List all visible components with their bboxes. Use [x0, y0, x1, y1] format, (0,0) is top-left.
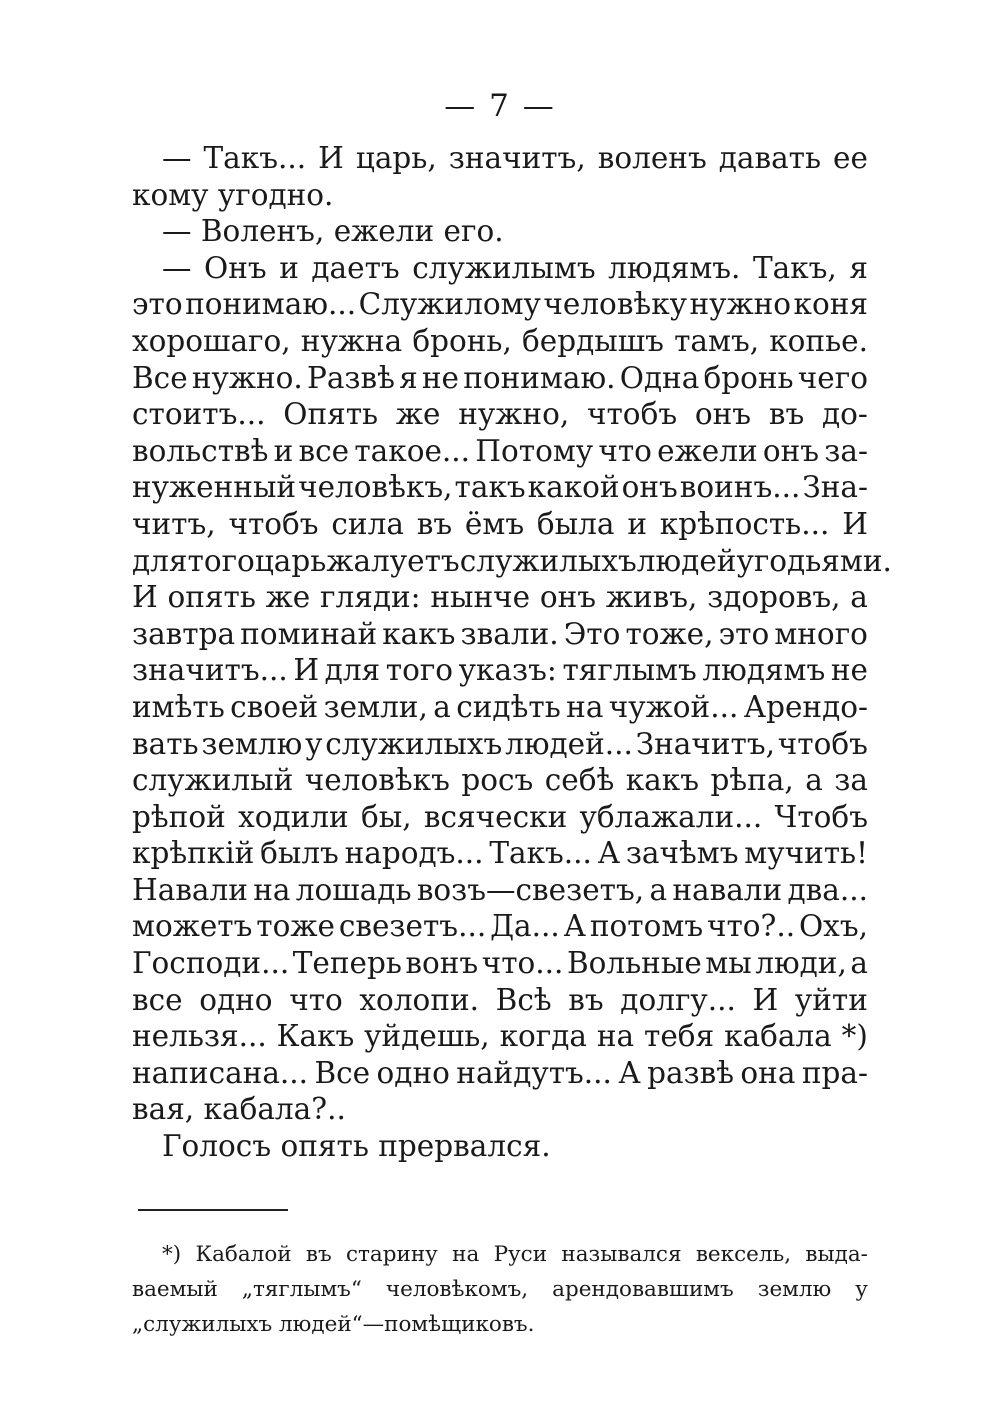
footnote — [132, 1237, 868, 1342]
word: кабала — [724, 1019, 832, 1054]
word: мы — [705, 946, 752, 981]
word: И — [842, 506, 868, 541]
word: два... — [787, 872, 868, 907]
text-line: вая, кабала?.. — [132, 1092, 346, 1127]
word: свезетъ... — [338, 909, 487, 944]
word: завтра — [132, 616, 236, 651]
word: старину — [345, 1242, 438, 1267]
word: значитъ... — [132, 653, 288, 688]
word: Одна — [619, 360, 700, 395]
word: а — [850, 946, 868, 981]
word: коня — [793, 287, 868, 322]
word: рѣпой — [132, 799, 226, 834]
word: нужно. — [191, 360, 303, 395]
word: бронь — [703, 360, 794, 395]
word: для — [324, 653, 381, 688]
word: а — [433, 689, 451, 724]
word: а — [850, 580, 868, 615]
word: какъ — [625, 763, 699, 798]
word: своей — [230, 689, 319, 724]
word: возъ—свезетъ, — [416, 872, 645, 907]
word: здоровъ, — [707, 580, 841, 615]
word: жалуетъ — [326, 543, 460, 578]
page-number: — 7 — — [444, 88, 556, 124]
word: чего — [797, 360, 868, 395]
word: это — [718, 616, 770, 651]
text-line — [132, 616, 868, 653]
word: чтобъ — [586, 397, 678, 432]
word: тоже, — [625, 616, 714, 651]
word: А — [597, 836, 621, 871]
word: даетъ — [311, 250, 400, 285]
word: А — [563, 909, 586, 944]
word: давать — [718, 141, 822, 175]
word: служилыхъ — [459, 543, 637, 578]
word: одно — [376, 1055, 450, 1090]
word: Охъ, — [799, 909, 868, 944]
word: Чтобъ — [774, 799, 868, 834]
footnote-line: „служилыхъ людей“—помѣщиковъ. — [132, 1312, 535, 1337]
word: И — [293, 653, 320, 688]
word: ходили — [238, 799, 349, 834]
text-line — [132, 726, 868, 763]
word: *) — [162, 1242, 182, 1267]
word: ежели — [657, 433, 758, 468]
word: поминай — [240, 616, 378, 651]
word: я — [849, 250, 868, 285]
word: это — [132, 287, 183, 322]
word: все — [132, 982, 183, 1017]
word: Такъ... — [489, 836, 592, 871]
word: Теперь — [292, 946, 402, 981]
word: у — [305, 726, 323, 761]
word: копье. — [769, 323, 868, 358]
text-line — [132, 360, 868, 397]
word: сила — [331, 506, 404, 541]
word: живъ, — [605, 580, 698, 615]
text-line — [132, 579, 868, 616]
text-line — [132, 396, 868, 433]
word: бронь, — [412, 323, 512, 358]
word: развѣ — [647, 1055, 735, 1090]
word: зачѣмъ — [625, 836, 739, 871]
word: крѣпкій — [132, 836, 255, 871]
word: а — [805, 763, 823, 798]
word: онъ — [694, 397, 752, 432]
word: была — [536, 506, 615, 541]
word: уйти — [794, 982, 868, 1017]
word: ее — [833, 141, 868, 175]
word: чтобъ — [777, 726, 868, 761]
word: Руси — [493, 1242, 548, 1267]
word: потомъ — [589, 909, 704, 944]
word: указъ: — [458, 653, 557, 688]
word: людей — [636, 543, 737, 578]
word: вольствѣ — [132, 433, 269, 468]
word: понимаю... — [185, 287, 357, 322]
word: чужой... — [608, 689, 739, 724]
word: стоитъ... — [132, 397, 266, 432]
word: тебя — [644, 1019, 715, 1054]
word: рѣпа, — [710, 763, 794, 798]
word: за- — [824, 433, 868, 468]
word: вонъ — [405, 946, 479, 981]
text-line — [132, 872, 868, 909]
word: имѣть — [132, 689, 225, 724]
word: землю — [757, 1277, 832, 1302]
word: и — [279, 250, 299, 285]
word: что... — [481, 946, 564, 981]
word: ваемый — [132, 1277, 218, 1302]
word: вать — [132, 726, 199, 761]
word: за — [834, 763, 868, 798]
word: — — [162, 250, 192, 285]
word: звали. — [460, 616, 559, 651]
footnote-line — [132, 1272, 868, 1307]
word: до- — [822, 397, 868, 432]
word: нельзя... — [132, 1019, 267, 1054]
word: гляди: — [320, 580, 421, 615]
text-line — [132, 1018, 868, 1055]
word: чтобъ — [228, 506, 319, 541]
word: Все — [132, 360, 188, 395]
word: онъ — [539, 580, 597, 615]
word: бы, — [360, 799, 412, 834]
word: навали — [672, 872, 783, 907]
text-line — [132, 250, 868, 287]
word: сидѣть — [456, 689, 561, 724]
word: Такъ... — [203, 141, 307, 175]
text-line — [132, 543, 892, 580]
word: пра- — [801, 1055, 868, 1090]
word: у — [855, 1277, 868, 1302]
word: Онъ — [204, 250, 267, 285]
word: на — [566, 689, 604, 724]
word: не — [421, 360, 460, 395]
word: Это — [563, 616, 621, 651]
word: онъ — [762, 433, 820, 468]
word: служилымъ — [412, 250, 596, 285]
word: долгу... — [620, 982, 736, 1017]
text-line — [132, 433, 868, 470]
word: человѣку — [543, 287, 688, 322]
word: царь — [254, 543, 327, 578]
word: людей... — [505, 726, 633, 761]
word: Такъ, — [752, 250, 837, 285]
word: когда — [499, 1019, 587, 1054]
word: *) — [841, 1019, 868, 1054]
word: былъ — [260, 836, 339, 871]
word: Зна- — [802, 470, 868, 505]
word: читъ, — [132, 506, 216, 541]
word: Навали — [132, 872, 248, 907]
word: что — [598, 433, 652, 468]
word: въ — [416, 506, 453, 541]
word: ублажали... — [579, 799, 763, 834]
word: найдутъ... — [456, 1055, 612, 1090]
word: А — [618, 1055, 641, 1090]
word: въ — [305, 1242, 332, 1267]
word: земли, — [323, 689, 428, 724]
body-text — [132, 140, 892, 1165]
word: вексель, — [695, 1242, 792, 1267]
word: много — [774, 616, 868, 651]
word: на — [253, 872, 291, 907]
word: на — [596, 1019, 635, 1054]
word: И — [752, 982, 779, 1017]
word: землю — [201, 726, 303, 761]
word: въ — [768, 397, 805, 432]
footnote-line — [132, 1237, 868, 1272]
word: тоже — [256, 909, 335, 944]
text-line: Голосъ опять прервался. — [162, 1129, 551, 1164]
word: служилый — [132, 763, 294, 798]
word: а — [649, 872, 668, 907]
word: нынче — [430, 580, 531, 615]
text-line — [132, 835, 868, 872]
word: Опять — [283, 397, 379, 432]
word: И — [132, 580, 158, 615]
word: служилыхъ — [325, 726, 503, 761]
word: нужно — [689, 287, 792, 322]
word: назывался — [561, 1242, 682, 1267]
text-line — [132, 762, 868, 799]
word: и — [273, 433, 294, 468]
text-line — [132, 908, 868, 945]
word: онъ — [621, 470, 678, 505]
word: уйдешь, — [364, 1019, 490, 1054]
word: человѣкомъ, — [385, 1277, 529, 1302]
word: человѣкъ — [304, 763, 450, 798]
word: не — [830, 653, 868, 688]
word: Кабалой — [195, 1242, 292, 1267]
text-line: кому угодно. — [132, 177, 334, 212]
text-line — [132, 506, 868, 543]
word: все — [298, 433, 350, 468]
word: Все — [314, 1055, 371, 1090]
word: что — [289, 982, 343, 1017]
word: всячески — [423, 799, 568, 834]
word: Арендо- — [743, 689, 868, 724]
word: нужна — [300, 323, 403, 358]
text-line — [132, 469, 868, 506]
word: что?.. — [706, 909, 796, 944]
footnote-divider — [138, 1209, 288, 1211]
word: на — [452, 1242, 480, 1267]
word: воинъ... — [679, 470, 801, 505]
word: же — [395, 397, 441, 432]
word: я — [399, 360, 418, 395]
word: того — [385, 653, 454, 688]
text-line — [132, 1055, 868, 1092]
text-line — [132, 982, 868, 1019]
text-line: — Воленъ, ежели его. — [162, 214, 504, 249]
word: Развѣ — [306, 360, 395, 395]
word: угодьями. — [736, 543, 892, 578]
word: воленъ — [597, 141, 707, 175]
word: какъ — [382, 616, 456, 651]
text-line — [132, 286, 868, 323]
word: понимаю. — [463, 360, 616, 395]
word: Вольные — [566, 946, 702, 981]
word: росъ — [461, 763, 534, 798]
word: нуженный — [132, 470, 297, 505]
word: Господи... — [132, 946, 290, 981]
word: опять — [167, 580, 256, 615]
word: въ — [568, 982, 604, 1017]
word: люди, — [755, 946, 847, 981]
word: можетъ — [132, 909, 253, 944]
word: холопи. — [359, 982, 480, 1017]
word: для — [132, 543, 188, 578]
word: же — [265, 580, 311, 615]
text-line — [132, 323, 868, 360]
word: Значитъ, — [635, 726, 775, 761]
word: людямъ. — [608, 250, 741, 285]
word: тамъ, — [674, 323, 760, 358]
word: — — [162, 141, 192, 175]
word: она — [740, 1055, 796, 1090]
word: царь, — [355, 141, 437, 175]
text-line — [132, 140, 868, 177]
word: Потому — [475, 433, 594, 468]
word: „тяглымъ“ — [241, 1277, 362, 1302]
word: такое... — [354, 433, 471, 468]
word: написана... — [132, 1055, 309, 1090]
word: народъ... — [344, 836, 484, 871]
word: мучить! — [744, 836, 868, 871]
word: арендовавшимъ — [552, 1277, 734, 1302]
word: Служилому — [358, 287, 541, 322]
word: такъ — [454, 470, 526, 505]
word: значитъ, — [448, 141, 586, 175]
word: ёмъ — [464, 506, 525, 541]
word: крѣпость... — [659, 506, 830, 541]
word: того — [187, 543, 255, 578]
word: человѣкъ, — [298, 470, 453, 505]
word: Да... — [490, 909, 560, 944]
word: одно — [199, 982, 273, 1017]
word: хорошаго, — [132, 323, 291, 358]
word: людямъ — [702, 653, 826, 688]
word: и — [627, 506, 647, 541]
word: какой — [527, 470, 620, 505]
word: выда- — [805, 1242, 868, 1267]
word: бердышъ — [522, 323, 664, 358]
text-line — [132, 799, 868, 836]
word: Всѣ — [495, 982, 552, 1017]
word: тяглымъ — [562, 653, 697, 688]
word: лошадь — [295, 872, 412, 907]
word: нужно, — [458, 397, 570, 432]
word: себѣ — [544, 763, 615, 798]
word: Какъ — [276, 1019, 355, 1054]
word: И — [318, 141, 344, 175]
text-line — [132, 945, 868, 982]
text-line — [132, 652, 868, 689]
text-line — [132, 689, 868, 726]
